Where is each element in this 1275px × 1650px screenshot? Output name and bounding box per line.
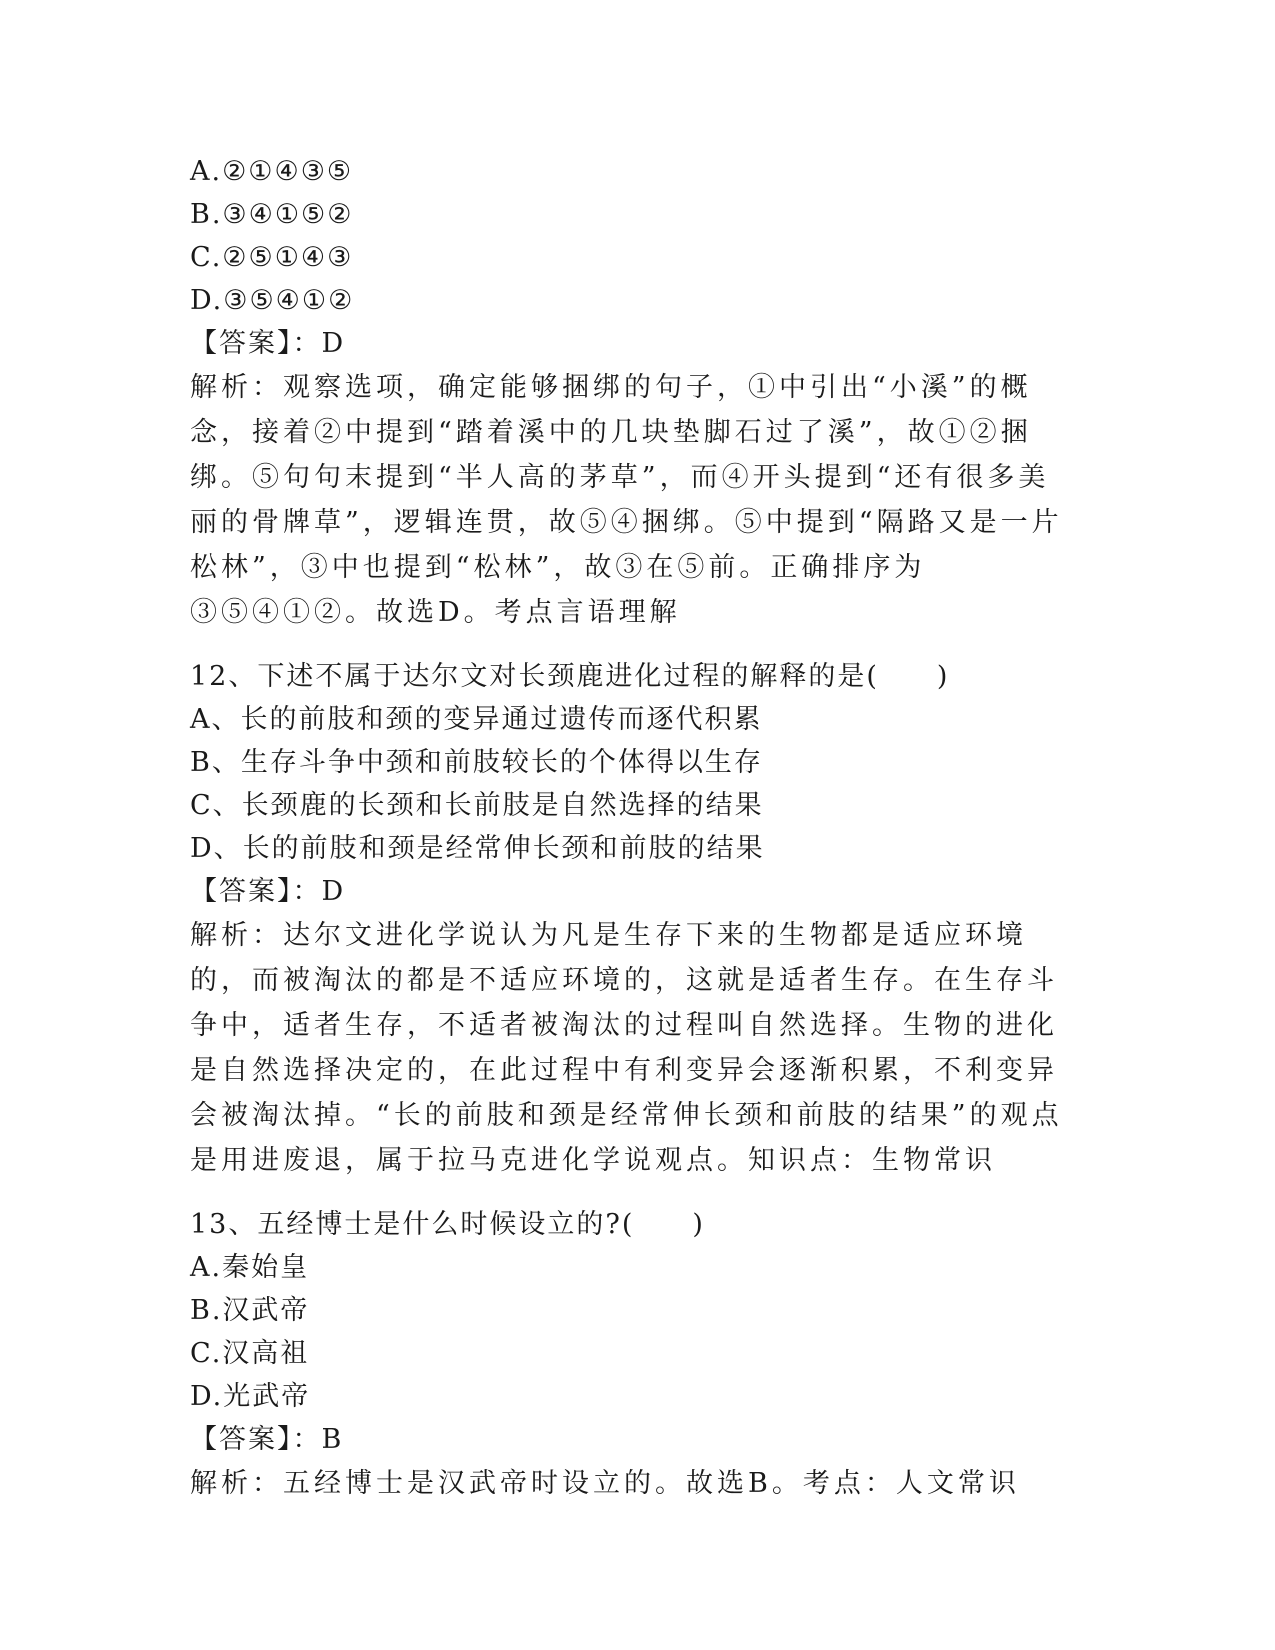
q12-option-a: A、长的前肢和颈的变异通过遗传而逐代积累 [190,704,763,735]
q11-answer: 【答案】：D [190,328,346,359]
q11-option-d: D.③⑤④①② [190,285,355,316]
q13-option-c: C.汉高祖 [190,1338,310,1369]
q11-option-c: C.②⑤①④③ [190,242,354,273]
q12-explanation: 解析：达尔文进化学说认为凡是生存下来的生物都是适应环境的，而被淘汰的都是不适应环境的，这就是适者生存。在生存斗争中，适者生存，不适者被淘汰的过程叫自然选择。生物的进化是自然选择决定的，在此过程中有利变异会逐渐积累，不利变异会被淘汰掉。“长的前肢和颈是经常伸长颈和前肢的结果”的观点是用进废退，属于拉马克进化学说观点。知识点：生物常识 [190,920,1063,1176]
q13-option-d: D.光武帝 [190,1381,311,1412]
q13-option-a: A.秦始皇 [190,1252,310,1283]
q11-option-a: A.②①④③⑤ [190,156,354,187]
q13-answer: 【答案】：B [190,1424,344,1455]
q11-option-b: B.③④①⑤② [190,199,354,230]
q13-explanation: 解析：五经博士是汉武帝时设立的。故选B。考点：人文常识 [190,1468,1020,1499]
q13-question: 13、五经博士是什么时候设立的?( ) [190,1209,705,1240]
document-content [190,150,1090,1506]
q12-answer: 【答案】：D [190,876,346,907]
q12-option-b: B、生存斗争中颈和前肢较长的个体得以生存 [190,747,763,778]
q12-question: 12、下述不属于达尔文对长颈鹿进化过程的解释的是( ) [190,661,950,692]
q12-option-d: D、长的前肢和颈是经常伸长颈和前肢的结果 [190,833,765,864]
q11-explanation: 解析：观察选项，确定能够捆绑的句子，①中引出“小溪”的概念，接着②中提到“踏着溪中的几块垫脚石过了溪”，故①②捆绑。⑤句句末提到“半人高的茅草”，而④开头提到“还有很多美丽的骨牌草”，逻辑连贯，故⑤④捆绑。⑤中提到“隔路又是一片松林”，③中也提到“松林”，故③在⑤前。正确排序为③⑤④①②。故选D。考点言语理解 [190,372,1063,628]
q13-option-b: B.汉武帝 [190,1295,310,1326]
q12-option-c: C、长颈鹿的长颈和长前肢是自然选择的结果 [190,790,764,821]
